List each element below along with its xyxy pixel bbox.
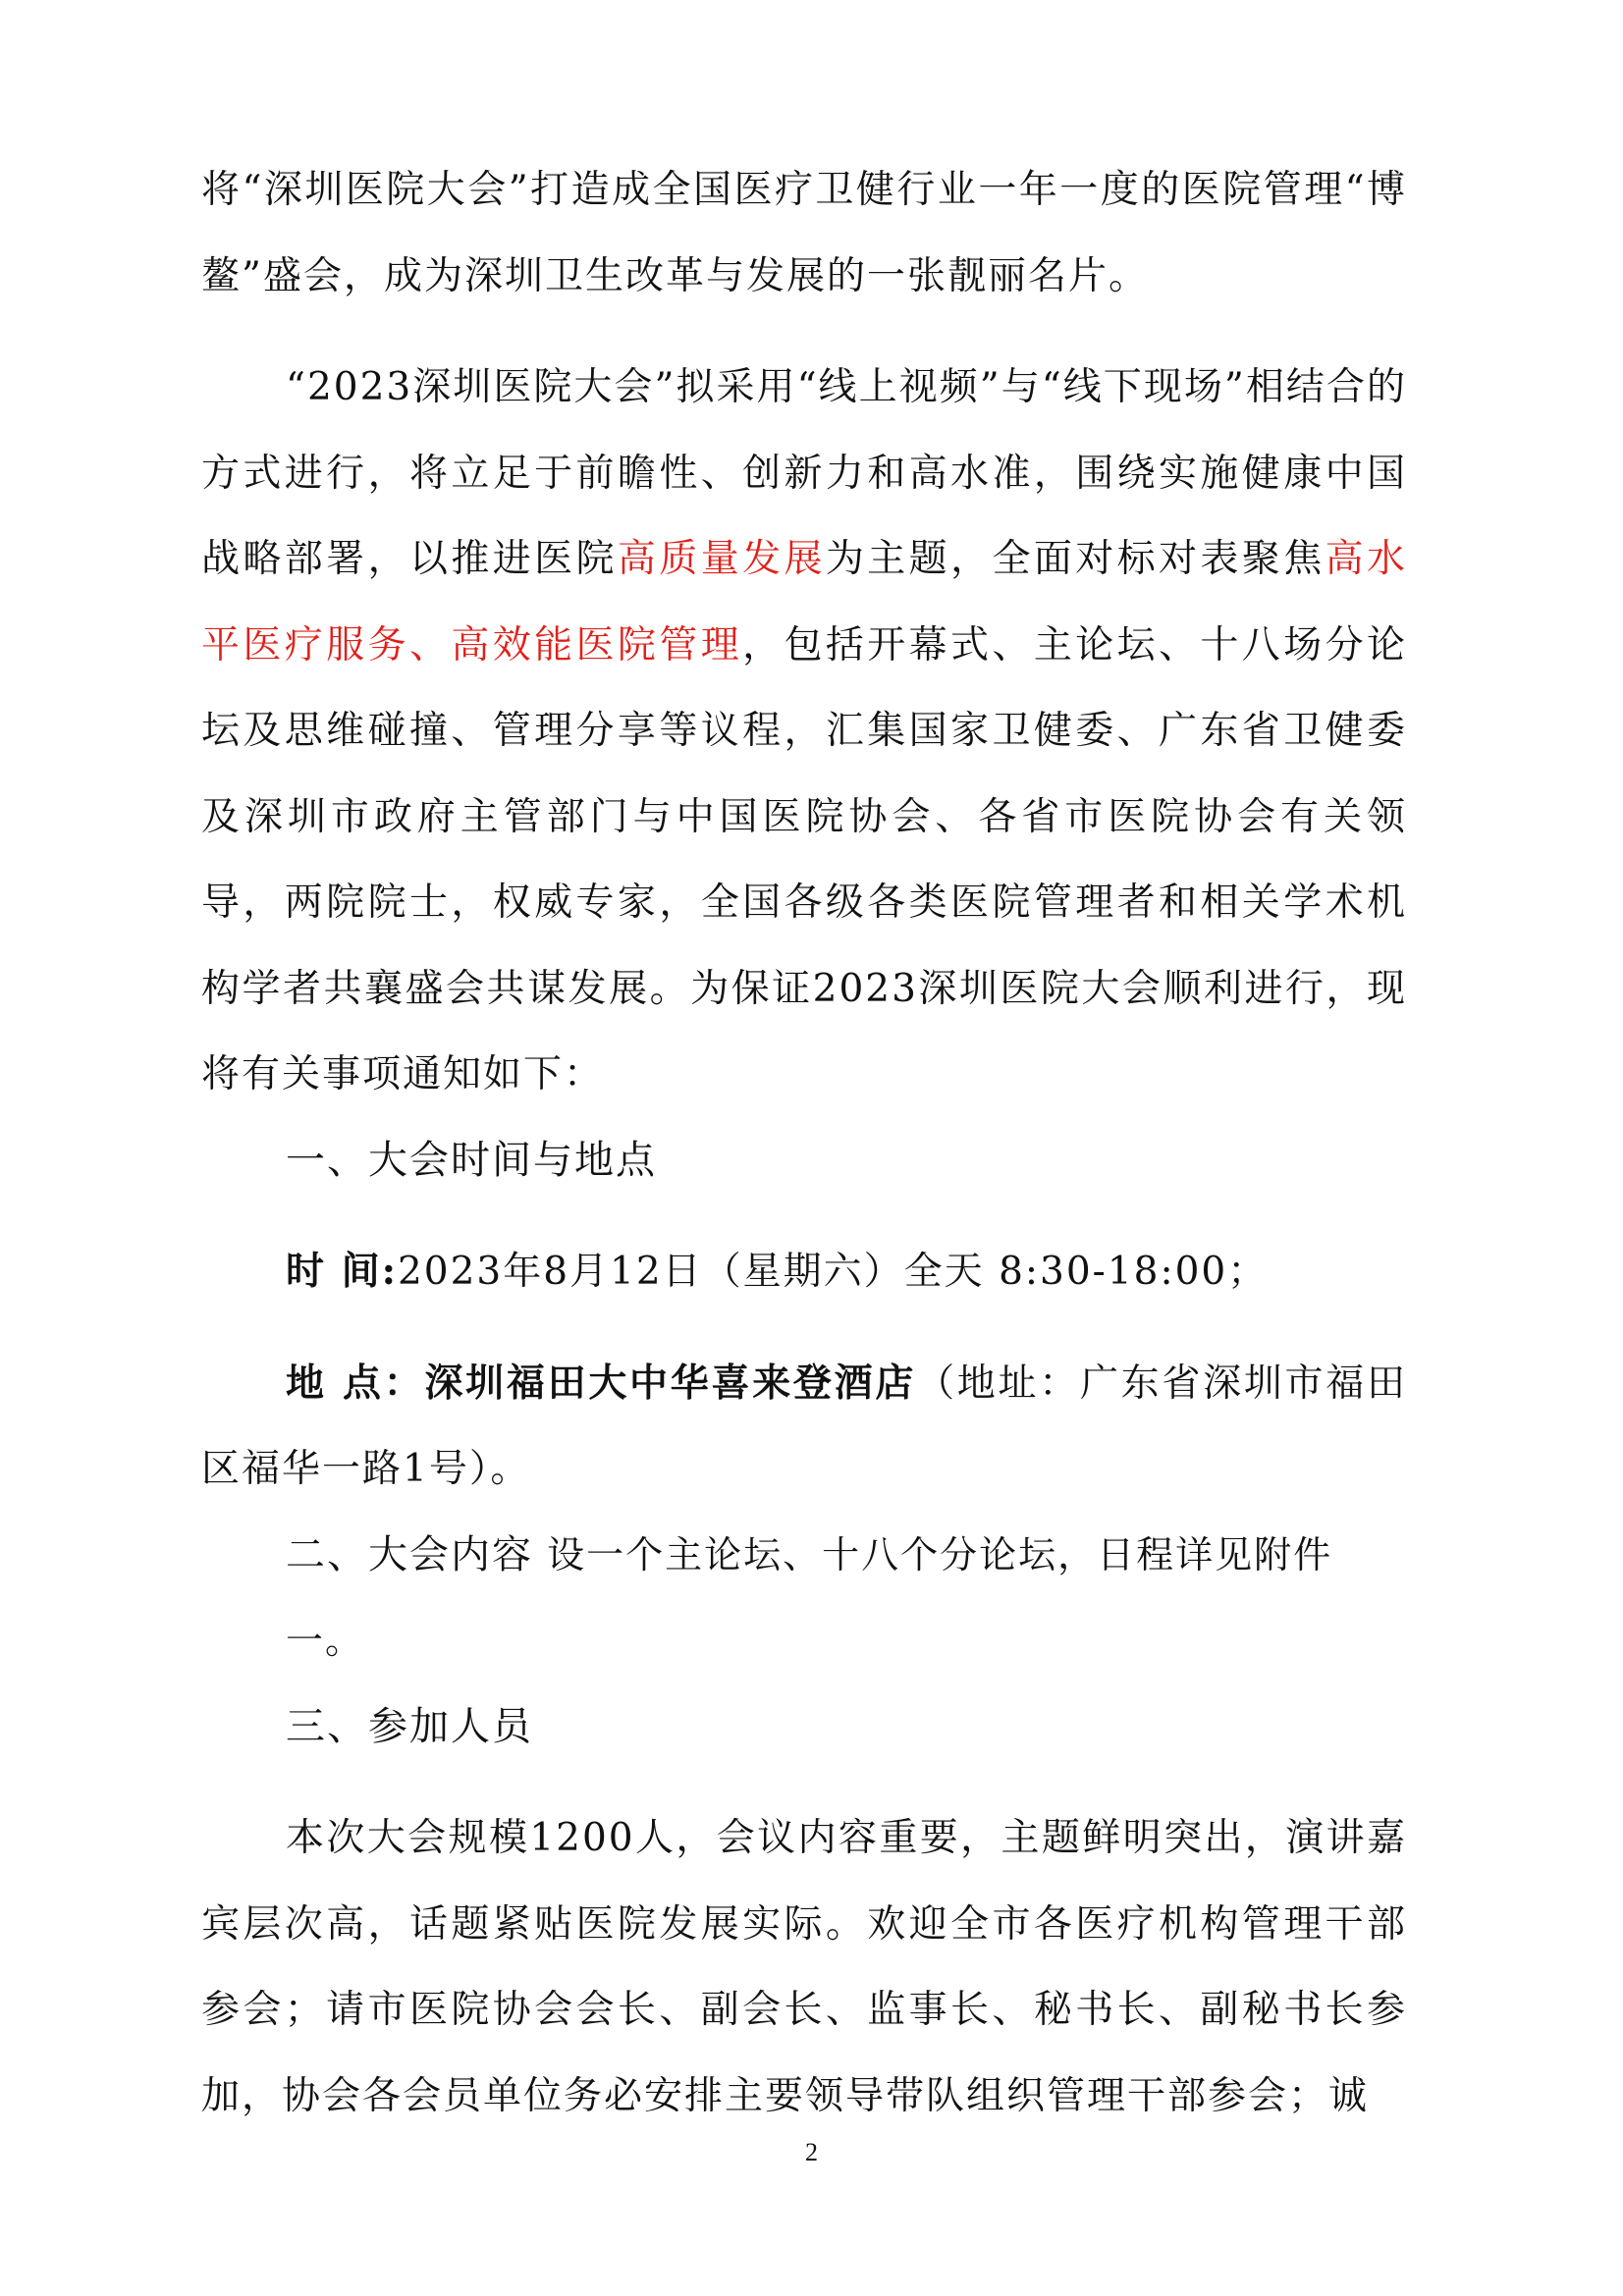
- content-description: 设一个主论坛、十八个分论坛，日程详见附件一。: [286, 1532, 1333, 1662]
- document-page: [201, 147, 1407, 2139]
- time-line: [201, 1229, 1407, 1315]
- section-heading-time-place: 一、大会时间与地点: [286, 1137, 657, 1183]
- overview-text-b: 为主题，全面对标对表聚焦: [825, 537, 1325, 581]
- paragraph-participants: 本次大会规模1200人，会议内容重要，主题鲜明突出，演讲嘉宾层次高，话题紧贴医院发展实际。欢迎全市各医疗机构管理干部参会；请市医院协会会长、副会长、监事长、秘书长、副秘书长参加，协会各会员单位务必安排主要领导带队组织管理干部参会；诚: [201, 1816, 1407, 2118]
- paragraph-conference-overview: [201, 345, 1407, 1118]
- place-label: 地 点：: [286, 1360, 425, 1406]
- place-address: （地址：广东省深圳市福田区福华一路1号）。: [201, 1361, 1407, 1491]
- overview-text-c: ，包括开幕式、主论坛、十八场分论坛及思维碰撞、管理分享等议程，汇集国家卫健委、广东省卫健委及深圳市政府主管部门与中国医院协会、各省市医院协会有关领导，两院院士，权威专家，全国各级各类医院管理者和相关学术机构学者共襄盛会共谋发展。为保证2023深圳医院大会顺利进行，现将有关事项通知如下：: [201, 622, 1407, 1096]
- section-heading-participants: 三、参加人员: [286, 1703, 533, 1749]
- section-heading-content: 二、大会内容: [286, 1531, 533, 1577]
- section-content-line: [201, 1513, 1407, 1684]
- place-value: 深圳福田大中华喜来登酒店: [424, 1360, 917, 1406]
- overview-text-a: “2023深圳医院大会”拟采用“线上视频”与“线下现场”相结合的方式进行，将立足于前瞻性、创新力和高水准，围绕实施健康中国战略部署，以推进医院: [201, 365, 1407, 581]
- paragraph-intro-end: 将“深圳医院大会”打造成全国医疗卫健行业一年一度的医院管理“博鳌”盛会，成为深圳卫生改革与发展的一张靓丽名片。: [201, 168, 1407, 298]
- page-number: 2: [805, 2138, 818, 2166]
- place-line: [201, 1341, 1407, 1513]
- time-label: 时 间:: [286, 1249, 398, 1294]
- time-value: 2023年8月12日（星期六）全天 8:30-18:00；: [397, 1250, 1269, 1294]
- highlight-high-quality: 高质量发展: [617, 537, 826, 581]
- highlight-service-management: 高水平医疗服务、高效能医院管理: [201, 537, 1407, 667]
